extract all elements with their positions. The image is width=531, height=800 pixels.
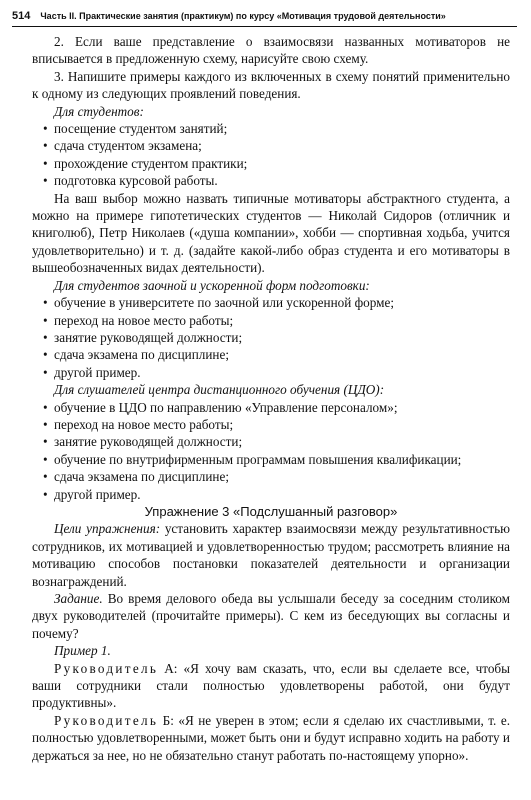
list-item: • сдача экзамена по дисциплине; [32,346,510,363]
speech-text: «Я не уверен в этом; если я сделаю их счастливыми, т. е. полностью удовлетворенными, может быть они и будут исправно ходить на работу и держаться за нее, но не обязательно станут работать по-настоящему упорно». [32,712,510,763]
task-label: Задание. [54,591,103,606]
list-item: • другой пример. [32,486,510,503]
task-text: Во время делового обеда вы услышали беседу за соседним столиком двух руководителей (прочитайте примеры). С кем из беседующих вы согласны и почему? [32,591,510,641]
dialogue-line-a [32,660,510,712]
goals-text: установить характер взаимосвязи между результативностью сотрудников, их мотивацией и удовлетворенностью трудом; рассмотреть влияние на мотивацию способов постановки показателей деятельности и организации вознаграждений. [32,521,510,589]
list-item: • обучение по внутрифирменным программам повышения квалификации; [32,451,510,468]
speaker-tag: А: [158,660,178,676]
paragraph-item-2: 2. Если ваше представление о взаимосвязи названных мотиваторов не вписывается в предложенную схему, нарисуйте свою схему. [32,34,510,67]
list-item: • обучение в ЦДО по направлению «Управление персоналом»; [32,399,510,416]
speaker-name: Руководитель [54,712,159,728]
list-item: • посещение студентом занятий; [32,120,510,137]
list-item: • подготовка курсовой работы. [32,172,510,189]
speech-text: «Я хочу вам сказать, что, если вы сделаете все, чтобы ваши сотрудники стали полностью удовлетворены работой, они будут продуктивны». [32,660,511,711]
dialogue-line-b [32,712,510,764]
example-label: Пример 1. [54,643,111,659]
cdo-heading: Для слушателей центра дистанционного обучения (ЦДО): [54,382,385,398]
goals-label: Цели упражнения: [54,521,161,537]
exercise-title: Упражнение 3 «Подслушанный разговор» [144,503,398,519]
list-item: • занятие руководящей должности; [32,433,510,450]
list-item: • сдача экзамена по дисциплине; [32,468,510,485]
list-item: • занятие руководящей должности; [32,329,510,346]
list-item: • обучение в университете по заочной или ускоренной форме; [32,294,510,311]
running-title: Часть II. Практические занятия (практикум) по курсу «Мотивация трудовой деятельности» [40,11,446,21]
page-content [32,33,510,764]
exercise-task [32,590,510,642]
list-item: • другой пример. [32,364,510,381]
correspondence-heading: Для студентов заочной и ускоренной форм подготовки: [54,277,370,293]
list-item: • сдача студентом экзамена; [32,137,510,154]
list-item: • переход на новое место работы; [32,312,510,329]
page-number: 514 [12,10,31,22]
cdo-list [32,399,510,503]
running-header [12,6,517,27]
students-list [32,120,510,190]
list-item: • прохождение студентом практики; [32,155,510,172]
correspondence-list [32,294,510,381]
exercise-goals [32,520,510,590]
list-item: • переход на новое место работы; [32,416,510,433]
students-note: На ваш выбор можно назвать типичные мотиваторы абстрактного студента, а можно на примере гипотетических студентов — Николай Сидоров (отличник и книголюб), Петр Николаев («душа компании», хобби — спортивная ходьба, учится удовлетворительно) и т. д. (задайте какой-либо образ студента и его мотиваторы в вышеобозначенных видах деятельности). [32,190,510,276]
speaker-tag: Б: [158,712,174,728]
students-heading: Для студентов: [54,103,144,119]
paragraph-item-3: 3. Напишите примеры каждого из включенных в схему понятий применительно к одному из следующих проявлений поведения. [32,68,510,102]
speaker-name: Руководитель [54,660,159,676]
